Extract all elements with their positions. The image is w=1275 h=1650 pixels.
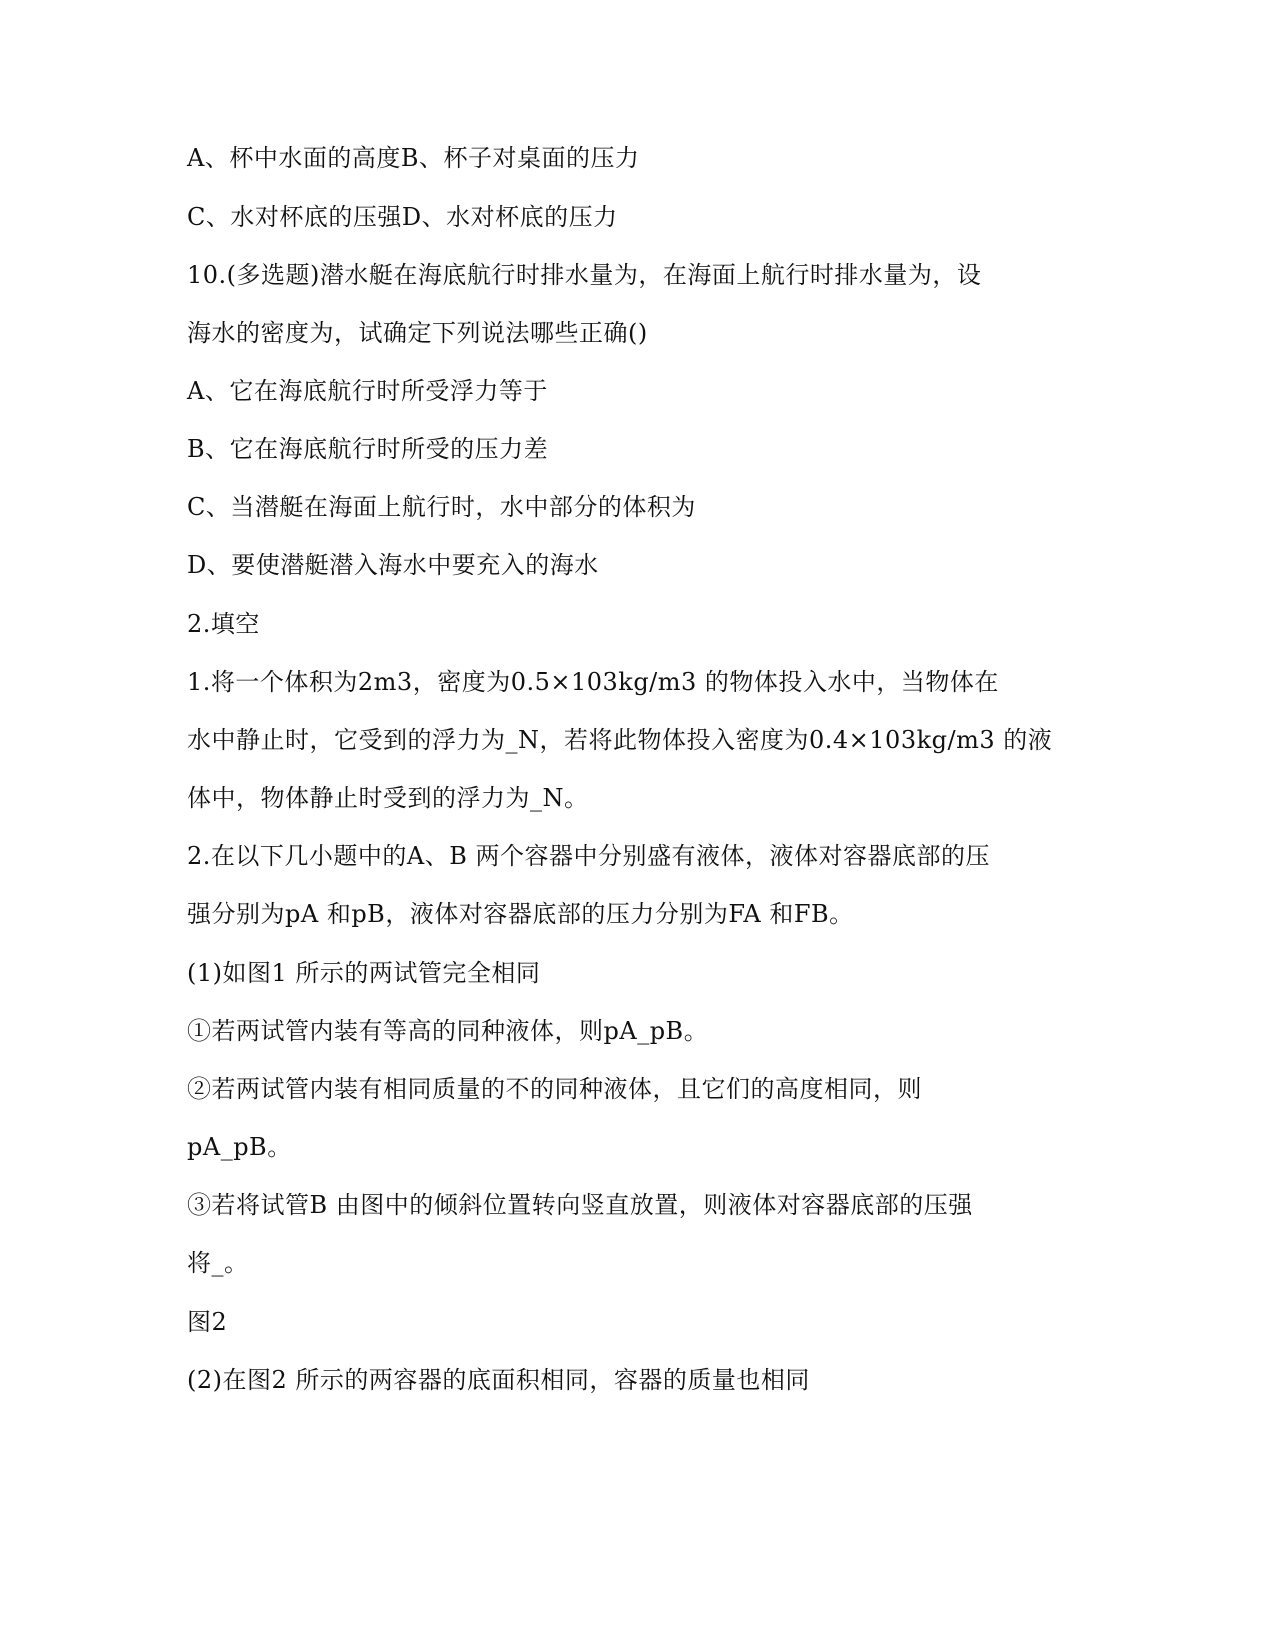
question-10-line-2: 海水的密度为，试确定下列说法哪些正确() <box>187 319 648 347</box>
sub-item-3-line-1: ③若将试管B 由图中的倾斜位置转向竖直放置，则液体对容器底部的压强 <box>187 1191 973 1219</box>
sub-item-2-line-2: pA_pB。 <box>187 1133 292 1161</box>
sub-item-2-line-1: ②若两试管内装有相同质量的不的同种液体，且它们的高度相同，则 <box>187 1075 922 1103</box>
fill-question-2-line-2: 强分别为pA 和pB，液体对容器底部的压力分别为FA 和FB。 <box>187 900 854 928</box>
option-c: C、当潜艇在海面上航行时，水中部分的体积为 <box>187 493 696 521</box>
sub-item-3-line-2: 将_。 <box>187 1249 249 1277</box>
fill-question-2-line-1: 2.在以下几小题中的A、B 两个容器中分别盛有液体，液体对容器底部的压 <box>187 842 990 870</box>
sub-item-1: ①若两试管内装有等高的同种液体，则pA_pB。 <box>187 1017 709 1045</box>
option-b: B、它在海底航行时所受的压力差 <box>187 435 549 463</box>
section-heading-fill-blank: 2.填空 <box>187 610 260 638</box>
sub-question-1: (1)如图1 所示的两试管完全相同 <box>187 959 541 987</box>
sub-question-2: (2)在图2 所示的两容器的底面积相同，容器的质量也相同 <box>187 1366 810 1394</box>
fill-question-1-line-2: 水中静止时，它受到的浮力为_N，若将此物体投入密度为0.4×103kg/m3 的液 <box>187 726 1053 754</box>
fill-question-1-line-1: 1.将一个体积为2m3，密度为0.5×103kg/m3 的物体投入水中，当物体在 <box>187 668 999 696</box>
question-10-line-1: 10.(多选题)潜水艇在海底航行时排水量为，在海面上航行时排水量为，设 <box>187 261 982 289</box>
fill-question-1-line-3: 体中，物体静止时受到的浮力为_N。 <box>187 784 589 812</box>
option-line-c-d: C、水对杯底的压强D、水对杯底的压力 <box>187 203 618 231</box>
option-d: D、要使潜艇潜入海水中要充入的海水 <box>187 551 599 579</box>
figure-2-label: 图2 <box>187 1308 228 1336</box>
option-a: A、它在海底航行时所受浮力等于 <box>187 377 548 405</box>
option-line-a-b: A、杯中水面的高度B、杯子对桌面的压力 <box>187 144 640 172</box>
